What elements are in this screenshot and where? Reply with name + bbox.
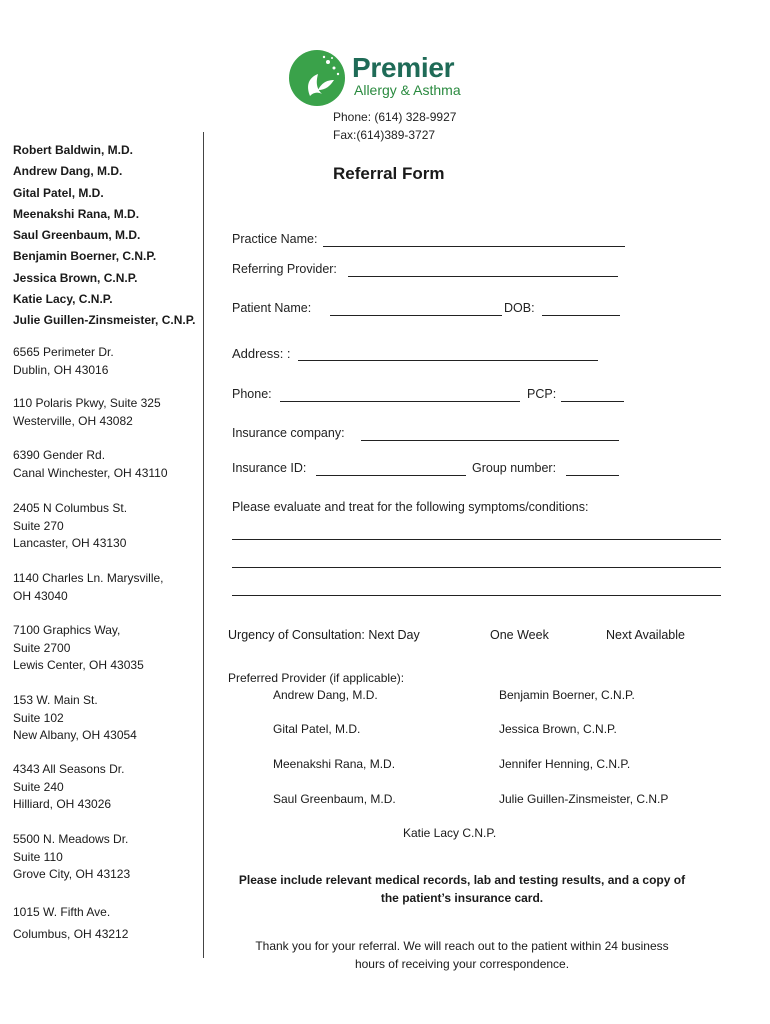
location-line: Dublin, OH 43016	[13, 362, 109, 377]
location	[13, 692, 137, 745]
location	[13, 761, 124, 814]
phone-label: Phone:	[232, 387, 272, 401]
location-line: 1140 Charles Ln. Marysville,	[13, 571, 164, 585]
location	[13, 395, 161, 430]
location-line: 153 W. Main St.	[13, 693, 98, 707]
practice-name-label: Practice Name:	[232, 232, 318, 246]
location-line: 1015 W. Fifth Ave.	[13, 905, 111, 919]
symptoms-line[interactable]	[232, 567, 721, 568]
staff-member: Andrew Dang, M.D.	[13, 164, 123, 179]
provider-option[interactable]: Benjamin Boerner, C.N.P.	[499, 688, 635, 702]
urgency-next-day[interactable]: Urgency of Consultation: Next Day	[228, 628, 420, 642]
location	[13, 447, 168, 482]
staff-member: Meenakshi Rana, M.D.	[13, 206, 140, 221]
referring-provider-label: Referring Provider:	[232, 262, 337, 276]
location-line: Lewis Center, OH 43035	[13, 658, 144, 672]
location	[13, 500, 127, 553]
staff-member: Saul Greenbaum, M.D.	[13, 228, 141, 243]
location	[13, 622, 144, 675]
location	[13, 344, 114, 379]
records-note	[222, 871, 702, 907]
symptoms-line[interactable]	[232, 595, 721, 596]
staff-member: Julie Guillen-Zinsmeister, C.N.P.	[13, 313, 196, 328]
location-line: 110 Polaris Pkwy, Suite 325	[13, 396, 161, 410]
location	[13, 901, 128, 945]
pcp-field[interactable]	[561, 401, 624, 402]
address-field[interactable]	[298, 360, 598, 361]
urgency-next-available[interactable]: Next Available	[606, 628, 685, 642]
provider-option[interactable]: Katie Lacy C.N.P.	[403, 826, 497, 840]
location-line: Grove City, OH 43123	[13, 867, 131, 881]
provider-option[interactable]: Jessica Brown, C.N.P.	[499, 722, 617, 736]
location-line: Suite 2700	[13, 640, 71, 655]
symptoms-prompt: Please evaluate and treat for the following symptoms/conditions:	[232, 500, 589, 514]
location-line: Suite 270	[13, 518, 64, 533]
staff-member: Jessica Brown, C.N.P.	[13, 270, 138, 285]
provider-option[interactable]: Jennifer Henning, C.N.P.	[499, 757, 631, 771]
staff-member: Benjamin Boerner, C.N.P.	[13, 249, 157, 264]
leaf-icon	[288, 48, 348, 108]
address-label: Address: :	[232, 346, 291, 361]
thanks-note-line: hours of receiving your correspondence.	[354, 957, 570, 971]
records-note-line: the patient’s insurance card.	[380, 891, 544, 905]
preferred-provider-label: Preferred Provider (if applicable):	[228, 671, 405, 685]
location-line: Hilliard, OH 43026	[13, 797, 112, 811]
location-line: Lancaster, OH 43130	[13, 536, 127, 550]
location-line: 4343 All Seasons Dr.	[13, 762, 125, 776]
symptoms-line[interactable]	[232, 539, 721, 540]
provider-option[interactable]: Meenakshi Rana, M.D.	[273, 757, 396, 771]
location-line: 2405 N Columbus St.	[13, 501, 128, 515]
practice-name-field[interactable]	[323, 246, 625, 247]
location-line: Suite 102	[13, 710, 64, 725]
provider-option[interactable]: Julie Guillen-Zinsmeister, C.N.P	[499, 792, 669, 806]
pcp-label: PCP:	[527, 387, 557, 401]
insurance-company-label: Insurance company:	[232, 426, 345, 440]
divider	[203, 132, 204, 958]
provider-option[interactable]: Andrew Dang, M.D.	[273, 688, 378, 702]
form-title: Referral Form	[333, 164, 445, 183]
location-line: 6565 Perimeter Dr.	[13, 345, 114, 359]
provider-option[interactable]: Saul Greenbaum, M.D.	[273, 792, 396, 806]
urgency-one-week[interactable]: One Week	[490, 628, 549, 642]
thanks-note-line: Thank you for your referral. We will reach out to the patient within 24 business	[255, 939, 669, 953]
location	[13, 831, 130, 884]
patient-name-field[interactable]	[330, 315, 502, 316]
phone-field[interactable]	[280, 401, 520, 402]
location-line: Westerville, OH 43082	[13, 413, 133, 428]
location-line: New Albany, OH 43054	[13, 728, 137, 742]
provider-option[interactable]: Gital Patel, M.D.	[273, 722, 361, 736]
premier-logo	[288, 48, 468, 110]
insurance-id-field[interactable]	[316, 475, 466, 476]
fax-number: Fax:(614)389-3727	[333, 128, 436, 142]
thanks-note	[222, 937, 702, 973]
staff-member: Robert Baldwin, M.D.	[13, 143, 133, 157]
location-line: Columbus, OH 43212	[13, 927, 129, 941]
insurance-company-field[interactable]	[361, 440, 619, 441]
phone-number: Phone: (614) 328-9927	[333, 110, 457, 124]
group-number-label: Group number:	[472, 461, 557, 475]
staff-member: Katie Lacy, C.N.P.	[13, 292, 113, 307]
location-line: 5500 N. Meadows Dr.	[13, 832, 129, 846]
dob-field[interactable]	[542, 315, 620, 316]
staff-member: Gital Patel, M.D.	[13, 185, 104, 200]
staff-list	[13, 140, 196, 332]
location-line: Suite 240	[13, 779, 64, 794]
group-number-field[interactable]	[566, 475, 619, 476]
location-line: Canal Winchester, OH 43110	[13, 465, 168, 480]
location-line: 7100 Graphics Way,	[13, 623, 121, 637]
location-line: OH 43040	[13, 588, 68, 603]
location-line: Suite 110	[13, 849, 63, 864]
records-note-line: Please include relevant medical records, lab and testing results, and a copy of	[238, 873, 686, 887]
insurance-id-label: Insurance ID:	[232, 461, 307, 475]
dob-label: DOB:	[504, 301, 535, 315]
brand-subtitle: Allergy & Asthma	[354, 82, 461, 98]
location-line: 6390 Gender Rd.	[13, 448, 106, 462]
patient-name-label: Patient Name:	[232, 301, 312, 315]
location	[13, 570, 164, 605]
brand-name: Premier	[352, 52, 455, 83]
referring-provider-field[interactable]	[348, 276, 618, 277]
